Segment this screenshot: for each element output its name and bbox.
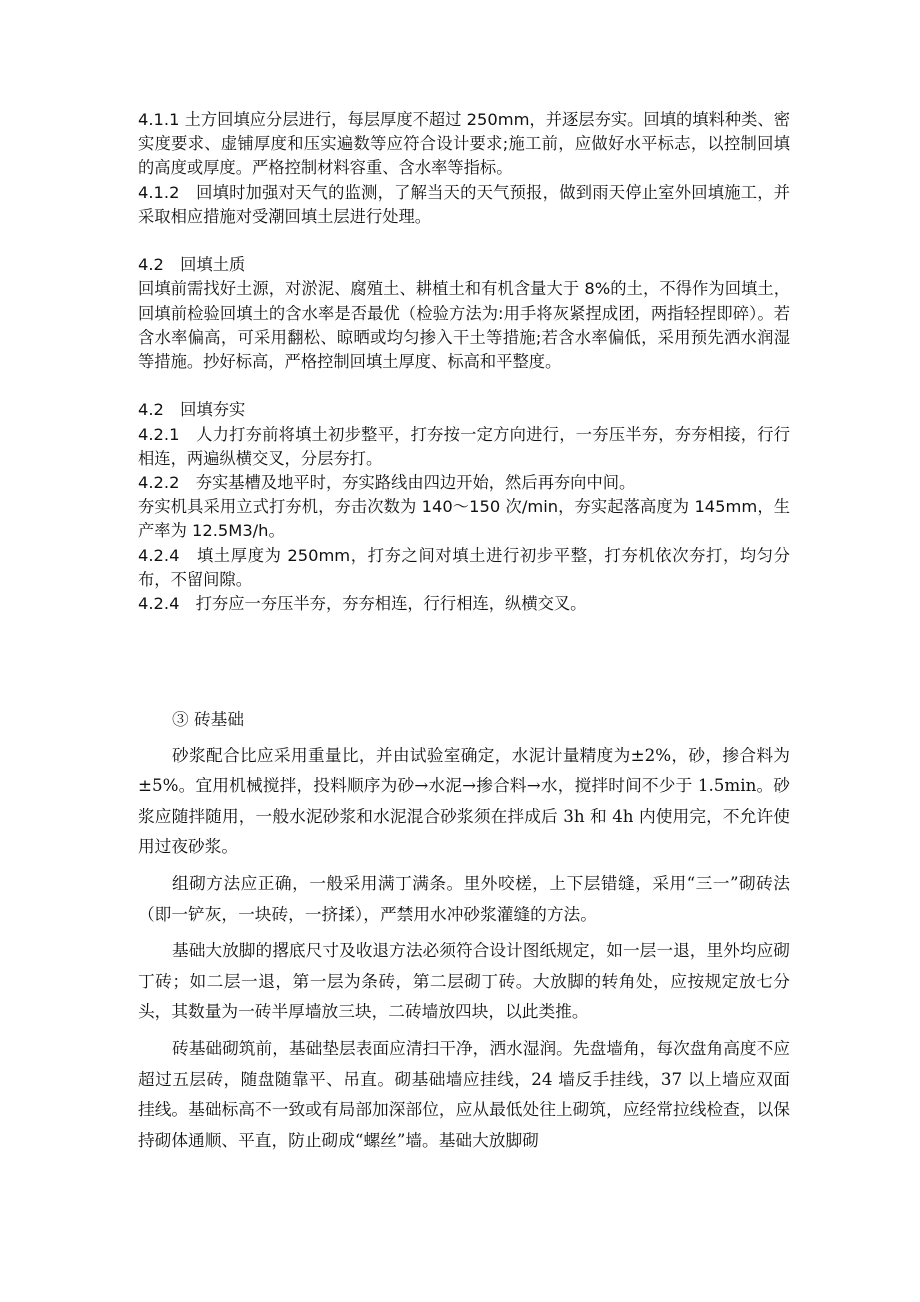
paragraph-backfill-soil: 回填前需找好土源，对淤泥、腐殖土、耕植土和有机含量大于 8%的土，不得作为回填土，回填前检验回填土的含水率是否最优（检验方法为:用手将灰紧捏成团，两指轻捏即碎）。若含水率偏高，可采用翻松、晾晒或均匀掺入干土等措施;若含水率偏低，采用预先洒水润湿等措施。抄好标高，严格控制回填土厚度、标高和平整度。	[138, 279, 790, 372]
earthwork-backfill-section	[138, 108, 790, 616]
paragraph-masonry-prep: 砖基础砌筑前，基础垫层表面应清扫干净，洒水湿润。先盘墙角，每次盘角高度不应超过五层砖，随盘随靠平、吊直。砌基础墙应挂线，24 墙反手挂线，37 以上墙应双面挂线。基础标高不一致或有局部加深部位，应从最低处往上砌筑，应经常拉线检查，以保持砌体通顺、平直，防止砌成“螺丝”墙。基础大放脚砌	[138, 1037, 790, 1150]
heading-brick-foundation: ③ 砖基础	[172, 709, 245, 729]
paragraph-tamping-machine: 夯实机具采用立式打夯机，夯击次数为 140～150 次/min，夯实起落高度为 145mm，生产率为 12.5M3/h。	[138, 497, 790, 541]
heading-backfill-soil: 4.2 回填土质	[138, 255, 246, 275]
clause-4-1-1: 4.1.1 土方回填应分层进行，每层厚度不超过 250mm，并逐层夯实。回填的填料种类、密实度要求、虚铺厚度和压实遍数等应符合设计要求;施工前，应做好水平标志，以控制回填的高度或厚度。严格控制材料容重、含水率等指标。	[138, 110, 790, 178]
clause-4-2-4-second: 4.2.4 打夯应一夯压半夯，夯夯相连，行行相连，纵横交叉。	[138, 594, 587, 614]
spacer	[138, 374, 790, 398]
spacer	[138, 229, 790, 253]
clause-4-2-1: 4.2.1 人力打夯前将填土初步整平，打夯按一定方向进行，一夯压半夯，夯夯相接，行行相连，两遍纵横交叉，分层夯打。	[138, 424, 790, 468]
brick-foundation-section	[138, 704, 790, 1161]
paragraph-bonding: 组砌方法应正确，一般采用满丁满条。里外咬槎，上下层错缝，采用“三一”砌砖法（即一铲灰，一块砖，一挤揉），严禁用水冲砂浆灌缝的方法。	[138, 872, 790, 924]
heading-backfill-tamping: 4.2 回填夯实	[138, 400, 246, 420]
clause-4-1-2: 4.1.2 回填时加强对天气的监测，了解当天的天气预报，做到雨天停止室外回填施工，并采取相应措施对受潮回填土层进行处理。	[138, 182, 790, 226]
paragraph-footing-offsets: 基础大放脚的撂底尺寸及收退方法必须符合设计图纸规定，如一层一退，里外均应砌丁砖；如二层一退，第一层为条砖，第二层砌丁砖。大放脚的转角处，应按规定放七分头，其数量为一砖半厚墙放三块，二砖墙放四块，以此类推。	[138, 940, 790, 1022]
paragraph-mortar: 砂浆配合比应采用重量比，并由试验室确定，水泥计量精度为±2%，砂，掺合料为±5%。宜用机械搅拌，投料顺序为砂→水泥→掺合料→水，搅拌时间不少于 1.5min。砂浆应随拌随用，一般水泥砂浆和水泥混合砂浆须在拌成后 3h 和 4h 内使用完，不允许使用过夜砂浆。	[138, 744, 790, 857]
clause-4-2-4-first: 4.2.4 填土厚度为 250mm，打夯之间对填土进行初步平整，打夯机依次夯打，均匀分布，不留间隙。	[138, 545, 790, 589]
clause-4-2-2: 4.2.2 夯实基槽及地平时，夯实路线由四边开始，然后再夯向中间。	[138, 473, 636, 493]
